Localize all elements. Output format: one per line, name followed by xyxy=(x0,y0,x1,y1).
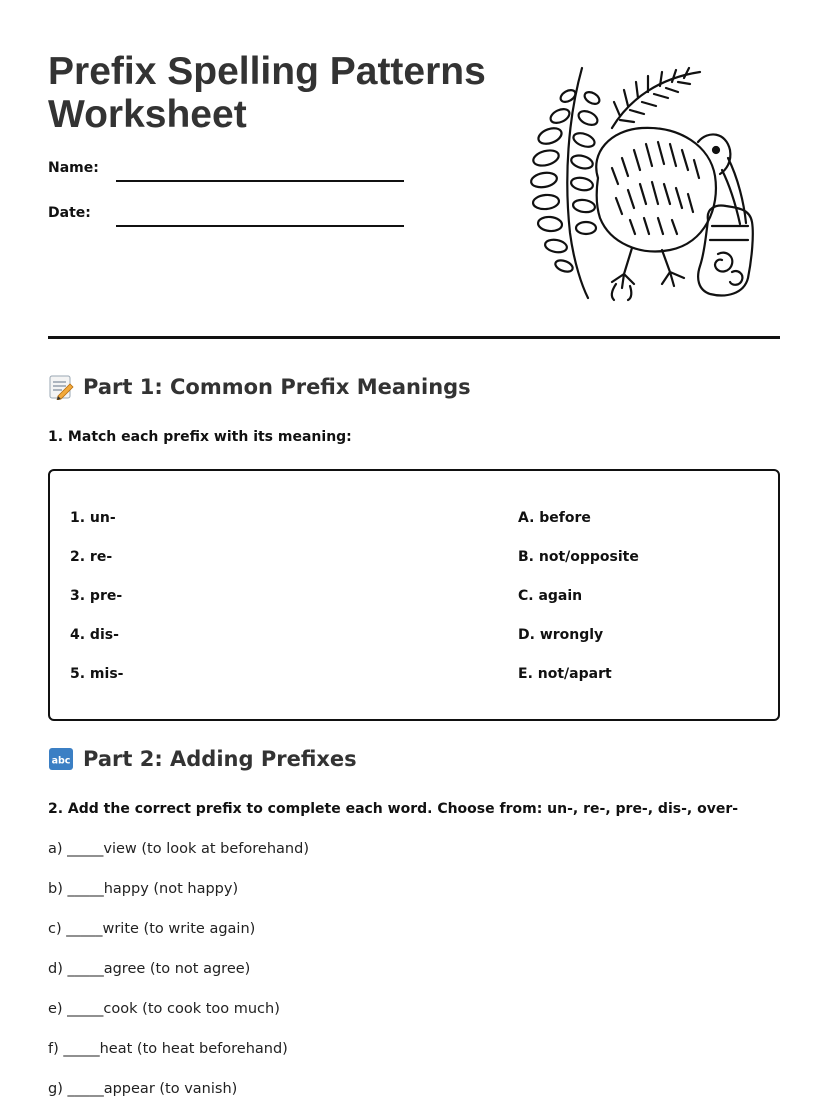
name-line xyxy=(116,180,404,182)
part2-title xyxy=(48,746,357,772)
memo-pencil-icon xyxy=(48,374,74,400)
matching-box xyxy=(48,469,780,721)
header-divider xyxy=(48,336,780,339)
abc-input-icon xyxy=(48,746,74,772)
meaning-item: A. before xyxy=(518,510,591,526)
meaning-item: E. not/apart xyxy=(518,666,612,682)
fill-in-item: d) _____agree (to not agree) xyxy=(48,961,251,977)
date-line xyxy=(116,225,404,227)
fill-in-item: b) _____happy (not happy) xyxy=(48,881,239,897)
prefix-item: 1. un- xyxy=(70,510,116,526)
svg-text:abc: abc xyxy=(51,755,71,767)
part2-title-text: Part 2: Adding Prefixes xyxy=(83,747,357,771)
date-label: Date: xyxy=(48,205,91,221)
fill-in-item: f) _____heat (to heat beforehand) xyxy=(48,1041,288,1057)
fill-in-item: e) _____cook (to cook too much) xyxy=(48,1001,280,1017)
meaning-item: D. wrongly xyxy=(518,627,604,643)
meaning-item: C. again xyxy=(518,588,583,604)
fill-in-item: a) _____view (to look at beforehand) xyxy=(48,841,309,857)
part1-instruction: 1. Match each prefix with its meaning: xyxy=(48,429,352,445)
prefix-item: 4. dis- xyxy=(70,627,119,643)
name-label: Name: xyxy=(48,160,99,176)
kiwi-bird-fern-icon xyxy=(520,58,770,308)
prefix-item: 5. mis- xyxy=(70,666,124,682)
fill-in-item: g) _____appear (to vanish) xyxy=(48,1081,238,1097)
prefix-item: 2. re- xyxy=(70,549,113,565)
part1-title-text: Part 1: Common Prefix Meanings xyxy=(83,375,471,399)
meaning-item: B. not/opposite xyxy=(518,549,639,565)
part2-instruction: 2. Add the correct prefix to complete each word. Choose from: un-, re-, pre-, dis-, over- xyxy=(48,801,739,817)
page-title: Prefix Spelling Patterns Worksheet xyxy=(48,50,486,136)
fill-in-item: c) _____write (to write again) xyxy=(48,921,256,937)
prefix-item: 3. pre- xyxy=(70,588,123,604)
part1-title xyxy=(48,374,471,400)
